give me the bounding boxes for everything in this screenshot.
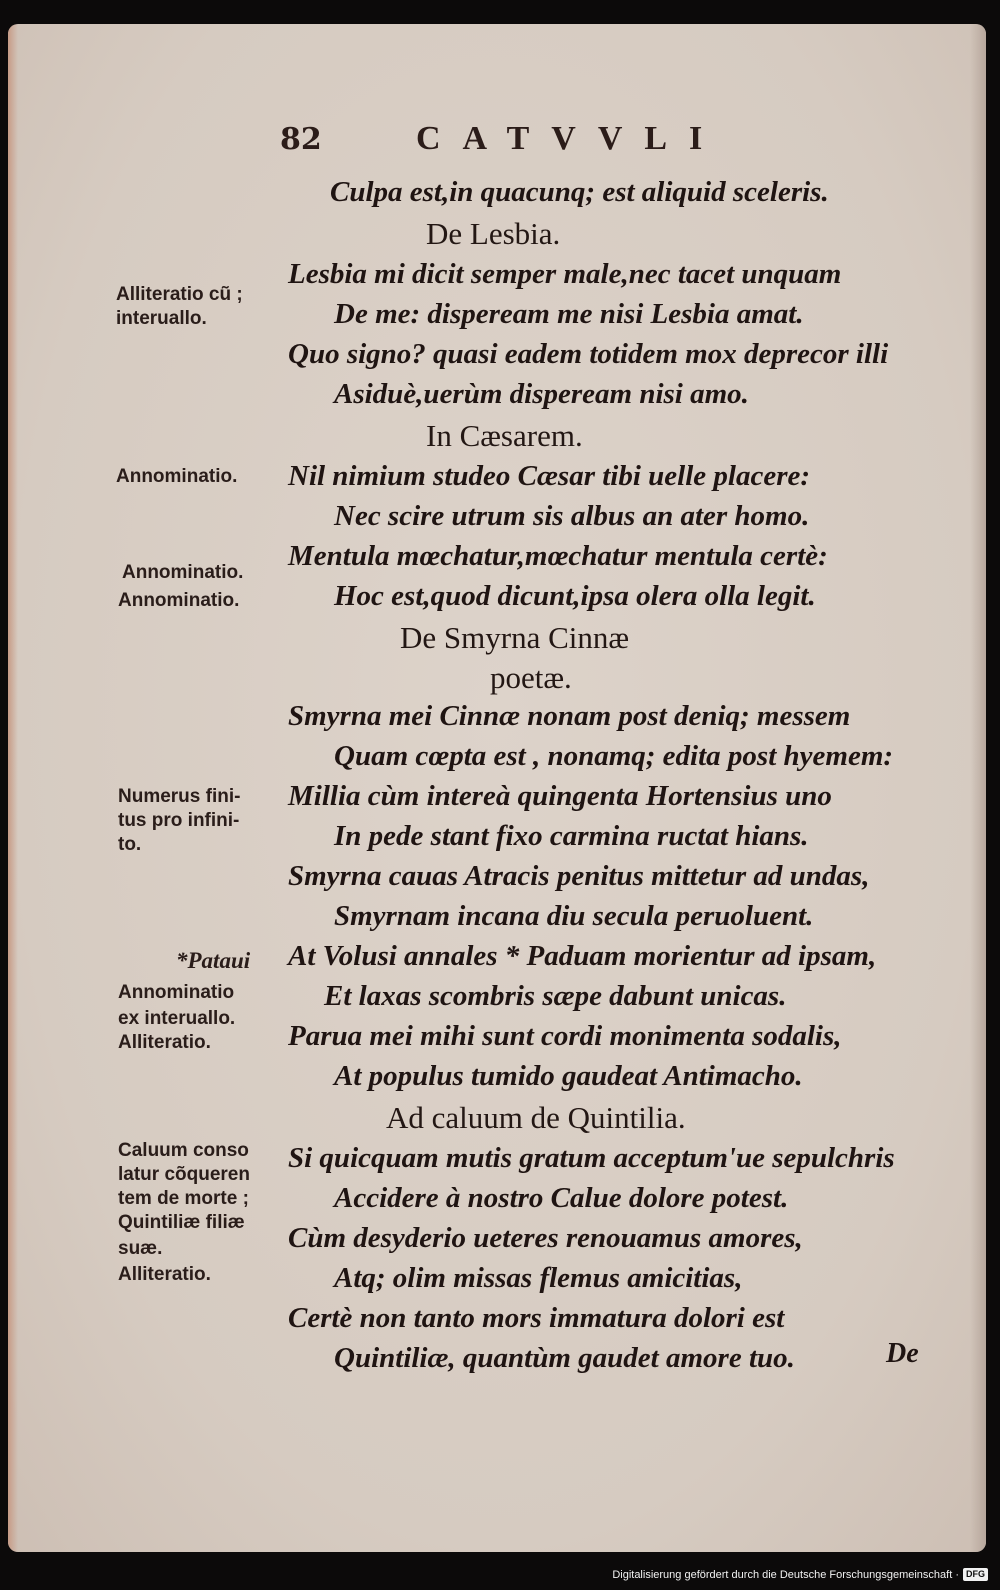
marginal-note: tus pro infini-: [118, 810, 240, 831]
dfg-logo: DFG: [963, 1568, 988, 1581]
verse-line: Quam cœpta est , nonamq; edita post hyemem:: [334, 740, 894, 772]
verse-line: Smyrnam incana diu secula peruoluent.: [334, 900, 814, 932]
catchword: De: [886, 1338, 919, 1369]
verse-line: Accidere à nostro Calue dolore potest.: [334, 1182, 789, 1214]
verse-line: De me: dispeream me nisi Lesbia amat.: [334, 298, 804, 330]
running-head-title: CATVVLI: [416, 120, 725, 157]
footer-text: Digitalisierung gefördert durch die Deutsche Forschungsgemeinschaft ·: [612, 1568, 959, 1581]
verse-line: At populus tumido gaudeat Antimacho.: [334, 1060, 803, 1092]
verse-line: At Volusi annales * Paduam morientur ad ipsam,: [288, 940, 877, 972]
verse-line: Cùm desyderio ueteres renouamus amores,: [288, 1222, 803, 1254]
section-title: De Smyrna Cinnæ: [400, 620, 630, 655]
verse-line: Nec scire utrum sis albus an ater homo.: [334, 500, 810, 532]
marginal-note: tem de morte ;: [118, 1188, 249, 1209]
running-header: [8, 120, 986, 160]
marginal-note: suæ.: [118, 1238, 163, 1259]
verse-line: Parua mei mihi sunt cordi monimenta sodalis,: [288, 1020, 842, 1052]
page-number: 82: [280, 122, 322, 157]
section-title: De Lesbia.: [426, 216, 561, 251]
verse-line: Smyrna mei Cinnæ nonam post deniq; messem: [288, 700, 851, 732]
marginal-note: Alliteratio.: [118, 1032, 211, 1053]
marginal-note: Caluum conso: [118, 1140, 249, 1161]
verse-line: Mentula mœchatur,mœchatur mentula certè:: [288, 540, 828, 572]
verse-line: Atq; olim missas flemus amicitias,: [334, 1262, 743, 1294]
marginal-note: Numerus fini-: [118, 786, 241, 807]
book-page: [8, 24, 986, 1552]
section-title: poetæ.: [490, 660, 572, 695]
marginal-note: *Pataui: [176, 948, 251, 973]
verse-line: Lesbia mi dicit semper male,nec tacet unquam: [288, 258, 842, 290]
digitization-footer: [612, 1568, 988, 1581]
verse-line: Quo signo? quasi eadem totidem mox deprecor illi: [288, 338, 889, 370]
marginal-note: to.: [118, 834, 142, 855]
verse-line: Hoc est,quod dicunt,ipsa olera olla legit.: [334, 580, 816, 612]
marginal-note: interuallo.: [116, 308, 207, 329]
section-title: In Cæsarem.: [426, 418, 583, 453]
marginal-note: Annominatio.: [116, 466, 238, 487]
marginal-note: ex interuallo.: [118, 1008, 236, 1029]
verse-line: Si quicquam mutis gratum acceptum'ue sepulchris: [288, 1142, 895, 1174]
marginal-note: Alliteratio.: [118, 1264, 211, 1285]
verse-line: Asiduè,uerùm dispeream nisi amo.: [334, 378, 749, 410]
marginal-note: Quintiliæ filiæ: [118, 1212, 245, 1233]
verse-line: Culpa est,in quacunq; est aliquid sceleris.: [330, 176, 829, 208]
verse-line: Et laxas scombris sæpe dabunt unicas.: [324, 980, 787, 1012]
marginal-note: Annominatio: [118, 982, 235, 1003]
verse-line: Smyrna cauas Atracis penitus mittetur ad undas,: [288, 860, 870, 892]
marginal-note: Annominatio.: [122, 562, 244, 583]
section-title: Ad caluum de Quintilia.: [386, 1100, 686, 1135]
marginal-note: Annominatio.: [118, 590, 240, 611]
verse-line: Millia cùm intereà quingenta Hortensius uno: [288, 780, 832, 812]
marginal-note: latur cõqueren: [118, 1164, 250, 1185]
marginal-note: Alliteratio cũ ;: [116, 284, 243, 305]
verse-line: In pede stant fixo carmina ructat hians.: [334, 820, 809, 852]
verse-line: Certè non tanto mors immatura dolori est: [288, 1302, 785, 1334]
verse-line: Quintiliæ, quantùm gaudet amore tuo.: [334, 1342, 795, 1374]
verse-line: Nil nimium studeo Cæsar tibi uelle placere:: [288, 460, 811, 492]
